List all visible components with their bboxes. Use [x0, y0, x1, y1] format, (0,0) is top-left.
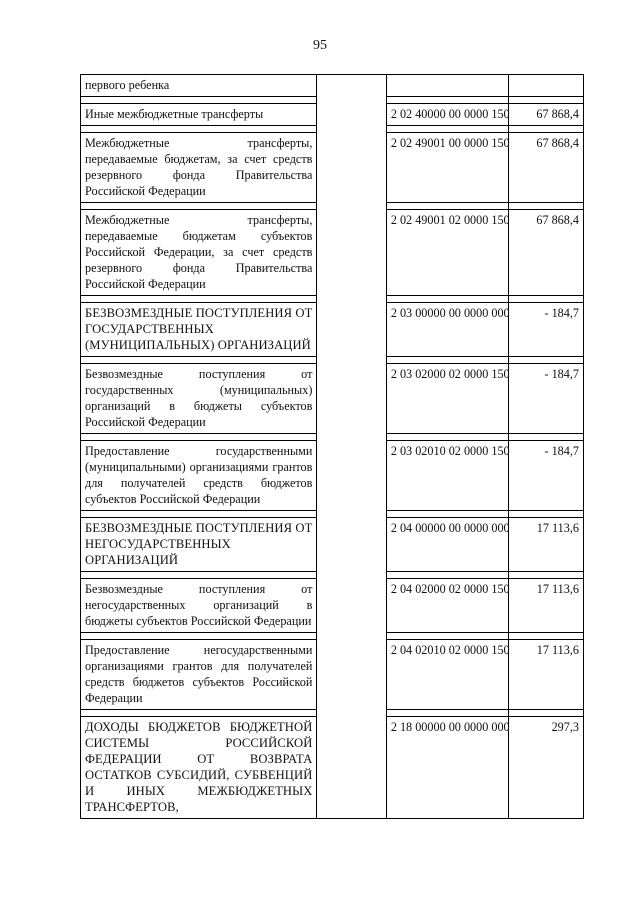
budget-revenue-table	[80, 74, 584, 819]
row-budget-code: 2 04 02000 02 0000 150	[386, 579, 508, 633]
spacer-cell	[317, 710, 386, 717]
spacer-cell	[81, 203, 317, 210]
row-budget-code: 2 04 00000 00 0000 000	[386, 518, 508, 572]
row-name: БЕЗВОЗМЕЗДНЫЕ ПОСТУПЛЕНИЯ ОТ ГОСУДАРСТВЕННЫХ (МУНИЦИПАЛЬНЫХ) ОРГАНИЗАЦИЙ	[81, 303, 317, 357]
table-row	[81, 717, 584, 819]
row-budget-code	[386, 75, 508, 97]
row-name: Межбюджетные трансферты, передаваемые бюджетам субъектов Российской Федерации, за счет средств резервного фонда Правительства Российской Федерации	[81, 210, 317, 296]
row-blank-cell	[317, 579, 386, 633]
spacer-cell	[317, 97, 386, 104]
row-amount: - 184,7	[508, 303, 583, 357]
row-amount: 17 113,6	[508, 518, 583, 572]
spacer-cell	[508, 434, 583, 441]
row-amount	[508, 75, 583, 97]
row-budget-code: 2 02 49001 02 0000 150	[386, 210, 508, 296]
row-spacer	[81, 126, 584, 133]
row-name: Безвозмездные поступления от государственных (муниципальных) организаций в бюджеты субъектов Российской Федерации	[81, 364, 317, 434]
row-blank-cell	[317, 210, 386, 296]
spacer-cell	[508, 203, 583, 210]
row-spacer	[81, 97, 584, 104]
spacer-cell	[386, 126, 508, 133]
spacer-cell	[386, 434, 508, 441]
row-blank-cell	[317, 133, 386, 203]
spacer-cell	[317, 357, 386, 364]
spacer-cell	[386, 97, 508, 104]
spacer-cell	[386, 572, 508, 579]
row-blank-cell	[317, 518, 386, 572]
row-spacer	[81, 710, 584, 717]
row-amount: 17 113,6	[508, 579, 583, 633]
row-budget-code: 2 02 40000 00 0000 150	[386, 104, 508, 126]
spacer-cell	[508, 296, 583, 303]
spacer-cell	[81, 572, 317, 579]
row-amount: 297,3	[508, 717, 583, 819]
row-budget-code: 2 03 02000 02 0000 150	[386, 364, 508, 434]
spacer-cell	[386, 203, 508, 210]
row-spacer	[81, 633, 584, 640]
spacer-cell	[317, 203, 386, 210]
row-blank-cell	[317, 104, 386, 126]
spacer-cell	[81, 296, 317, 303]
row-blank-cell	[317, 441, 386, 511]
spacer-cell	[508, 357, 583, 364]
row-spacer	[81, 572, 584, 579]
table-row	[81, 133, 584, 203]
spacer-cell	[81, 710, 317, 717]
row-blank-cell	[317, 364, 386, 434]
row-amount: 67 868,4	[508, 210, 583, 296]
row-spacer	[81, 203, 584, 210]
row-budget-code: 2 02 49001 00 0000 150	[386, 133, 508, 203]
table-row	[81, 579, 584, 633]
spacer-cell	[386, 511, 508, 518]
row-budget-code: 2 04 02010 02 0000 150	[386, 640, 508, 710]
spacer-cell	[508, 572, 583, 579]
spacer-cell	[317, 126, 386, 133]
table-body	[81, 75, 584, 819]
page-number: 95	[313, 38, 327, 53]
row-name: Предоставление государственными (муниципальными) организациями грантов для получателей средств бюджетов субъектов Российской Федерации	[81, 441, 317, 511]
spacer-cell	[386, 296, 508, 303]
table-row	[81, 518, 584, 572]
row-spacer	[81, 511, 584, 518]
spacer-cell	[508, 710, 583, 717]
row-spacer	[81, 434, 584, 441]
row-amount: 67 868,4	[508, 104, 583, 126]
spacer-cell	[317, 434, 386, 441]
row-name: БЕЗВОЗМЕЗДНЫЕ ПОСТУПЛЕНИЯ ОТ НЕГОСУДАРСТВЕННЫХ ОРГАНИЗАЦИЙ	[81, 518, 317, 572]
row-name: первого ребенка	[81, 75, 317, 97]
spacer-cell	[81, 633, 317, 640]
row-name: Предоставление негосударственными организациями грантов для получателей средств бюджетов субъектов Российской Федерации	[81, 640, 317, 710]
spacer-cell	[317, 633, 386, 640]
spacer-cell	[508, 633, 583, 640]
spacer-cell	[81, 97, 317, 104]
row-amount: - 184,7	[508, 364, 583, 434]
row-spacer	[81, 357, 584, 364]
spacer-cell	[317, 296, 386, 303]
table-row	[81, 640, 584, 710]
table-row	[81, 303, 584, 357]
table-row	[81, 104, 584, 126]
spacer-cell	[508, 126, 583, 133]
spacer-cell	[81, 357, 317, 364]
row-spacer	[81, 296, 584, 303]
spacer-cell	[386, 710, 508, 717]
spacer-cell	[386, 633, 508, 640]
row-name: Иные межбюджетные трансферты	[81, 104, 317, 126]
table-row	[81, 210, 584, 296]
row-blank-cell	[317, 640, 386, 710]
row-name: Безвозмездные поступления от негосударственных организаций в бюджеты субъектов Российской Федерации	[81, 579, 317, 633]
row-budget-code: 2 03 00000 00 0000 000	[386, 303, 508, 357]
spacer-cell	[81, 126, 317, 133]
row-budget-code: 2 18 00000 00 0000 000	[386, 717, 508, 819]
table-row	[81, 75, 584, 97]
spacer-cell	[317, 572, 386, 579]
spacer-cell	[386, 357, 508, 364]
table-row	[81, 441, 584, 511]
row-amount: 17 113,6	[508, 640, 583, 710]
row-blank-cell	[317, 303, 386, 357]
row-amount: 67 868,4	[508, 133, 583, 203]
spacer-cell	[317, 511, 386, 518]
spacer-cell	[81, 434, 317, 441]
spacer-cell	[508, 97, 583, 104]
row-budget-code: 2 03 02010 02 0000 150	[386, 441, 508, 511]
spacer-cell	[508, 511, 583, 518]
row-name: Межбюджетные трансферты, передаваемые бюджетам, за счет средств резервного фонда Правительства Российской Федерации	[81, 133, 317, 203]
row-blank-cell	[317, 75, 386, 97]
row-blank-cell	[317, 717, 386, 819]
row-name: ДОХОДЫ БЮДЖЕТОВ БЮДЖЕТНОЙ СИСТЕМЫ РОССИЙСКОЙ ФЕДЕРАЦИИ ОТ ВОЗВРАТА ОСТАТКОВ СУБСИДИЙ, СУБВЕНЦИЙ И ИНЫХ МЕЖБЮДЖЕТНЫХ ТРАНСФЕРТОВ,	[81, 717, 317, 819]
table-row	[81, 364, 584, 434]
row-amount: - 184,7	[508, 441, 583, 511]
spacer-cell	[81, 511, 317, 518]
